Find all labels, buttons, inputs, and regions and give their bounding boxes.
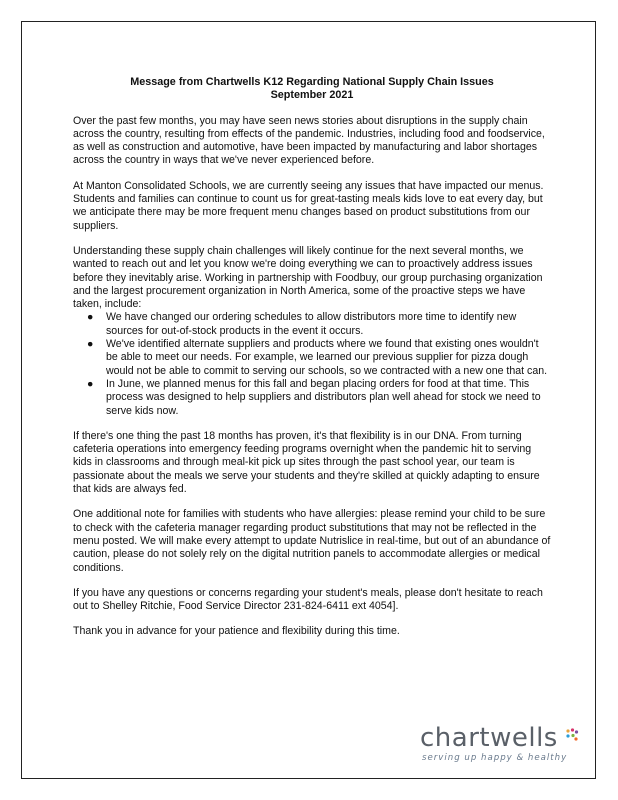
letter-body [73, 76, 551, 651]
title-line-2: September 2021 [270, 89, 354, 102]
logo-wordmark: chartwells [420, 723, 558, 753]
bullet-icon: ● [87, 377, 94, 390]
paragraph-thanks: Thank you in advance for your patience and flexibility during this time. [73, 625, 400, 638]
paragraph-allergies: One additional note for families with students who have allergies: please remind your child to be sure to check with the cafeteria manager regarding product substitutions that may not be reflected in the menu posted. We will make every attempt to update Nutrislice in real-time, but out of an abundance of caution, please do not solely rely on the digital nutrition panels to accommodate allergies or medical conditions. [73, 508, 551, 574]
list-item: ● We've identified alternate suppliers and products where we found that existing ones wouldn't be able to meet our needs. For example, we learned our previous supplier for pizza dough would not be able to commit to serving our schools, so we contracted with a new one that can. [87, 338, 548, 377]
list-item: ● We have changed our ordering schedules to allow distributors more time to identify new sources for out-of-stock products in the event it occurs. [87, 311, 517, 337]
paragraph-manton: At Manton Consolidated Schools, we are currently seeing any issues that have impacted our menus. Students and families can continue to count us for great-tasting meals kids love to eat every day, but we anticipate there may be more frequent menu changes based on product substitutions from our suppliers. [73, 179, 544, 232]
letter-title [73, 76, 551, 103]
title-line-1: Message from Chartwells K12 Regarding National Supply Chain Issues [130, 76, 494, 88]
logo-dot [571, 728, 574, 731]
paragraph-intro: Over the past few months, you may have seen news stories about disruptions in the supply chain across the country, resulting from effects of the pandemic. Industries, including food and foodservice, as well as construction and automotive, have been impacted by manufacturing and labor shortages across the country in ways that we've never experienced before. [73, 114, 545, 167]
logo-dot [575, 730, 578, 733]
bullet-icon: ● [87, 311, 94, 324]
logo-dot [574, 737, 577, 740]
logo-dots-icon [565, 728, 579, 742]
list-item: ● In June, we planned menus for this fall and began placing orders for food at that time. This process was designed to help suppliers and distributors plan well ahead for stock we need to serve kids now. [87, 377, 541, 417]
logo-dot [571, 734, 574, 737]
steps-list [73, 311, 551, 417]
logo-dot [566, 729, 569, 732]
logo-tagline: serving up happy & healthy [422, 753, 568, 763]
paragraph-flexibility: If there's one thing the past 18 months has proven, it's that flexibility is in our DNA. From turning cafeteria operations into emergency feeding programs overnight when the pandemic hit to serving kids in classrooms and through meal-kit pick up sites through the past school year, our team is passionate about the meals we serve your students and they're skilled at quickly adapting to ensure that kids are always fed. [73, 429, 540, 496]
paragraph-contact: If you have any questions or concerns regarding your student's meals, please don't hesitate to reach out to Shelley Ritchie, Food Service Director 231-824-6411 ext 4054]. [73, 586, 543, 613]
bullet-icon: ● [87, 338, 94, 351]
chartwells-logo [420, 723, 580, 773]
logo-dot [566, 734, 569, 737]
paragraph-steps: Understanding these supply chain challenges will likely continue for the next several months, we wanted to reach out and let you know we're doing everything we can to proactively address issues before they inevitably arise. Working in partnership with Foodbuy, our group purchasing organization and the largest procurement organization in North America, some of the proactive steps we have taken, include: [73, 244, 543, 311]
